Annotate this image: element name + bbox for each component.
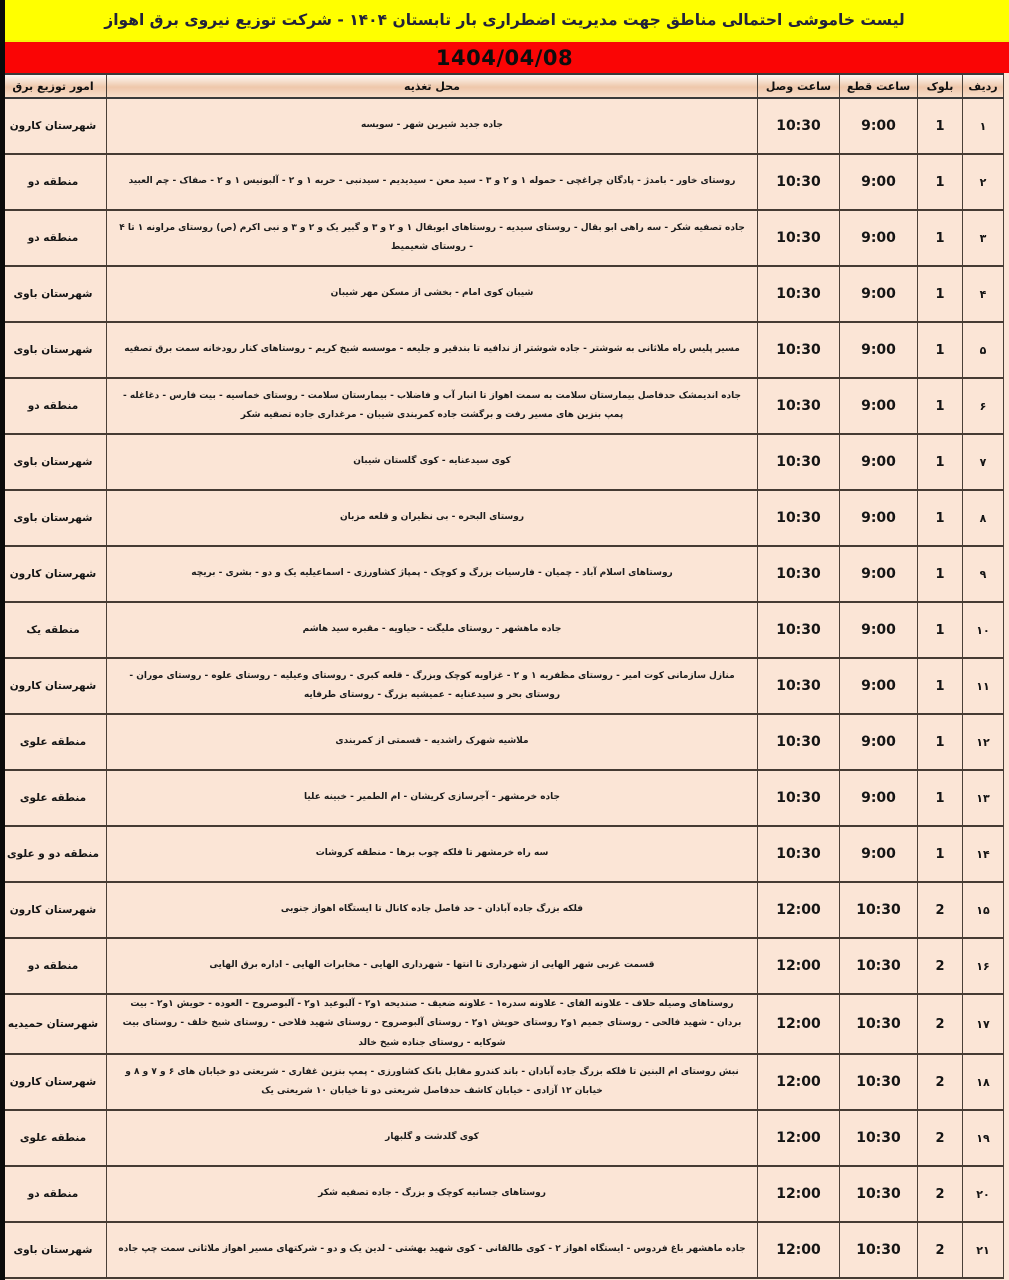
row-number-cell: ۱ [963,98,1004,154]
table-row [0,770,1004,826]
row-number-cell: ۱۶ [963,938,1004,994]
block-cell: 1 [918,154,963,210]
column-header-row-number: ردیف [963,74,1004,98]
location-cell: نبش روستای ام البنین تا فلکه بزرگ جاده آبادان - باند کندرو مقابل بانک کشاورزی - پمپ بنزین غفاری - شریعتی دو خیابان های ۶ و ۷ و ۸ و خیابان ۱۲ آزادی - خیابان کاشف حدفاصل شریعتی دو تا خیابان ۱۰ شریعتی یک [107,1054,758,1110]
restore-time-cell: 10:30 [758,210,840,266]
location-cell: شیبان کوی امام - بخشی از مسکن مهر شیبان [107,266,758,322]
table-row [0,994,1004,1054]
table-row [0,490,1004,546]
block-cell: 2 [918,938,963,994]
cut-time-cell: 9:00 [840,770,918,826]
restore-time-cell: 10:30 [758,266,840,322]
location-cell: روستای البحره - بی نظیران و قلعه مزبان [107,490,758,546]
office-cell: منطقه دو [0,378,107,434]
row-number-cell: ۱۸ [963,1054,1004,1110]
location-cell: کوی گلدشت و گلبهار [107,1110,758,1166]
page-title: لیست خاموشی احتمالی مناطق جهت مدیریت اضطراری بار تابستان ۱۴۰۴ - شرکت توزیع نیروی برق اهواز [104,11,905,29]
cut-time-cell: 10:30 [840,1054,918,1110]
row-number-cell: ۱۵ [963,882,1004,938]
block-cell: 1 [918,98,963,154]
column-header-cut-time: ساعت قطع [840,74,918,98]
block-cell: 1 [918,490,963,546]
row-number-cell: ۵ [963,322,1004,378]
location-cell: روستاهای اسلام آباد - چمیان - فارسیات بزرگ و کوچک - پمپاژ کشاورزی - اسماعیلیه یک و دو - بشری - بریچه [107,546,758,602]
table-row [0,882,1004,938]
restore-time-cell: 12:00 [758,1222,840,1278]
cut-time-cell: 9:00 [840,378,918,434]
row-number-cell: ۱۹ [963,1110,1004,1166]
row-number-cell: ۱۱ [963,658,1004,714]
table-body [0,98,1004,1278]
cut-time-cell: 10:30 [840,1222,918,1278]
block-cell: 1 [918,322,963,378]
block-cell: 2 [918,994,963,1054]
block-cell: 1 [918,714,963,770]
office-cell: شهرستان باوی [0,490,107,546]
office-cell: منطقه دو [0,1166,107,1222]
block-cell: 2 [918,1222,963,1278]
restore-time-cell: 12:00 [758,882,840,938]
restore-time-cell: 10:30 [758,714,840,770]
cut-time-cell: 9:00 [840,714,918,770]
cut-time-cell: 9:00 [840,602,918,658]
row-number-cell: ۱۴ [963,826,1004,882]
location-cell: جاده تصفیه شکر - سه راهی ابو بقال - روستای سیدیه - روستاهای ابوبقال ۱ و ۲ و ۳ و گبیر یک و ۲ و ۳ و نبی اکرم (ص) روستای مراونه ۱ تا ۴ - روستای شعیمیط [107,210,758,266]
block-cell: 1 [918,434,963,490]
office-cell: شهرستان کارون [0,882,107,938]
office-cell: منطقه علوی [0,770,107,826]
location-cell: مسیر پلیس راه ملاثانی به شوشتر - جاده شوشتر از ندافیه تا بندقیر و جلیعه - موسسه شیخ کریم - روستاهای کنار رودخانه سمت برق تصفیه [107,322,758,378]
restore-time-cell: 10:30 [758,826,840,882]
cut-time-cell: 10:30 [840,994,918,1054]
restore-time-cell: 10:30 [758,658,840,714]
restore-time-cell: 12:00 [758,1166,840,1222]
column-header-restore-time: ساعت وصل [758,74,840,98]
location-cell: جاده خرمشهر - آجرسازی کریشان - ام الطمیر - خبینه علیا [107,770,758,826]
location-cell: جاده جدید شیرین شهر - سویسه [107,98,758,154]
location-cell: ملاشیه شهرک راشدیه - قسمتی از کمربندی [107,714,758,770]
office-cell: شهرستان باوی [0,434,107,490]
cut-time-cell: 9:00 [840,490,918,546]
table-row [0,546,1004,602]
restore-time-cell: 12:00 [758,994,840,1054]
table-row [0,154,1004,210]
location-cell: جاده ماهشهر - روستای ملیگت - حیاویه - مقبره سید هاشم [107,602,758,658]
row-number-cell: ۲۰ [963,1166,1004,1222]
office-cell: منطقه دو [0,210,107,266]
location-cell: فلکه بزرگ جاده آبادان - حد فاصل جاده کانال تا ایستگاه اهواز جنوبی [107,882,758,938]
block-cell: 1 [918,770,963,826]
block-cell: 1 [918,546,963,602]
location-cell: جاده اندیمشک حدفاصل بیمارستان سلامت به سمت اهواز تا انبار آب و فاضلاب - بیمارستان سلامت - روستای خماسیه - بیت فارس - دغاغله - پمپ بنزین های مسیر رفت و برگشت جاده کمربندی شیبان - مرغداری جاده تصفیه شکر [107,378,758,434]
restore-time-cell: 10:30 [758,602,840,658]
block-cell: 2 [918,1054,963,1110]
office-cell: منطقه علوی [0,1110,107,1166]
table-row [0,714,1004,770]
table-row [0,1054,1004,1110]
location-cell: سه راه خرمشهر تا فلکه چوب برها - منطقه کروشات [107,826,758,882]
row-number-cell: ۲۱ [963,1222,1004,1278]
row-number-cell: ۷ [963,434,1004,490]
cut-time-cell: 10:30 [840,882,918,938]
location-cell: روستای خاور - بامدژ - پادگان چراغچی - حموله ۱ و ۲ و ۳ - سید معن - سیدیدیم - سیدنبی - حربه ۱ و ۲ - آلبونیس ۱ و ۲ - صفاک - چم العبید [107,154,758,210]
location-cell: جاده ماهشهر باغ فردوس - ایستگاه اهواز ۲ - کوی طالقانی - کوی شهید بهشتی - لدین یک و دو - شرکتهای مسیر اهواز ملاثانی سمت چپ جاده [107,1222,758,1278]
window-edge-strip [0,0,5,1280]
cut-time-cell: 9:00 [840,826,918,882]
table-row [0,210,1004,266]
title-band [0,0,1009,42]
row-number-cell: ۸ [963,490,1004,546]
restore-time-cell: 12:00 [758,938,840,994]
block-cell: 1 [918,826,963,882]
block-cell: 1 [918,378,963,434]
restore-time-cell: 10:30 [758,322,840,378]
cut-time-cell: 9:00 [840,98,918,154]
location-cell: منازل سازمانی کوت امیر - روستای مظفریه ۱ و ۲ - غزاویه کوچک وبزرگ - قلعه کبری - روستای وعیلیه - روستای علوه - روستای موران - روستای بحر و سیدعنایه - عمیشیه بزرگ - روستای طرفایه [107,658,758,714]
office-cell: منطقه دو [0,154,107,210]
table-row [0,938,1004,994]
cut-time-cell: 9:00 [840,658,918,714]
location-cell: قسمت غربی شهر الهایی از شهرداری تا انتها - شهرداری الهایی - مخابرات الهایی - اداره برق الهایی [107,938,758,994]
cut-time-cell: 9:00 [840,266,918,322]
block-cell: 1 [918,266,963,322]
row-number-cell: ۳ [963,210,1004,266]
table-header [0,74,1004,98]
row-number-cell: ۴ [963,266,1004,322]
cut-time-cell: 9:00 [840,154,918,210]
outage-table [0,73,1004,1279]
restore-time-cell: 10:30 [758,434,840,490]
office-cell: شهرستان حمیدیه [0,994,107,1054]
schedule-date: 1404/04/08 [435,45,574,70]
block-cell: 2 [918,1110,963,1166]
restore-time-cell: 10:30 [758,490,840,546]
table-row [0,826,1004,882]
table-row [0,98,1004,154]
location-cell: روستاهای وصیله حلاف - علاونه الفای - علاونه سدره۱ - علاونه ضعیف - صندیحه ۱و۲ - آلبوعید ۱و۲ - آلبوصروح - العوده - حویش ۱و۲ - بیت بردان - شهید فالحی - روستای جمیم ۱و۲ روستای حویش ۱و۲ - روستای آلبوصروح - روستای شهید فلاحی - روستای شیخ خلف - روستای بیت شوکایه - روستای جناده شیخ خالد [107,994,758,1054]
table-row [0,1222,1004,1278]
restore-time-cell: 10:30 [758,98,840,154]
block-cell: 2 [918,1166,963,1222]
block-cell: 1 [918,602,963,658]
block-cell: 2 [918,882,963,938]
office-cell: شهرستان باوی [0,322,107,378]
row-number-cell: ۱۲ [963,714,1004,770]
block-cell: 1 [918,210,963,266]
office-cell: شهرستان باوی [0,266,107,322]
restore-time-cell: 10:30 [758,546,840,602]
restore-time-cell: 12:00 [758,1110,840,1166]
row-number-cell: ۱۳ [963,770,1004,826]
date-band [0,42,1009,73]
table-row [0,1166,1004,1222]
table-row [0,602,1004,658]
block-cell: 1 [918,658,963,714]
table-row [0,322,1004,378]
office-cell: شهرستان کارون [0,658,107,714]
cut-time-cell: 9:00 [840,546,918,602]
cut-time-cell: 10:30 [840,1166,918,1222]
office-cell: منطقه دو [0,938,107,994]
office-cell: منطقه یک [0,602,107,658]
row-number-cell: ۲ [963,154,1004,210]
office-cell: شهرستان کارون [0,98,107,154]
office-cell: منطقه علوی [0,714,107,770]
restore-time-cell: 10:30 [758,770,840,826]
table-row [0,658,1004,714]
row-number-cell: ۶ [963,378,1004,434]
location-cell: کوی سیدعنایه - کوی گلستان شیبان [107,434,758,490]
office-cell: شهرستان باوی [0,1222,107,1278]
column-header-location: محل تغذیه [107,74,758,98]
office-cell: شهرستان کارون [0,546,107,602]
row-number-cell: ۱۰ [963,602,1004,658]
table-header-row [0,74,1004,98]
table-row [0,1110,1004,1166]
row-number-cell: ۱۷ [963,994,1004,1054]
cut-time-cell: 9:00 [840,322,918,378]
column-header-office: امور توزیع برق [0,74,107,98]
restore-time-cell: 12:00 [758,1054,840,1110]
column-header-block: بلوک [918,74,963,98]
cut-time-cell: 9:00 [840,210,918,266]
row-number-cell: ۹ [963,546,1004,602]
table-row [0,378,1004,434]
office-cell: شهرستان کارون [0,1054,107,1110]
cut-time-cell: 10:30 [840,938,918,994]
restore-time-cell: 10:30 [758,154,840,210]
cut-time-cell: 10:30 [840,1110,918,1166]
office-cell: منطقه دو و علوی [0,826,107,882]
cut-time-cell: 9:00 [840,434,918,490]
restore-time-cell: 10:30 [758,378,840,434]
location-cell: روستاهای جسانیه کوچک و بزرگ - جاده تصفیه شکر [107,1166,758,1222]
table-row [0,434,1004,490]
table-row [0,266,1004,322]
